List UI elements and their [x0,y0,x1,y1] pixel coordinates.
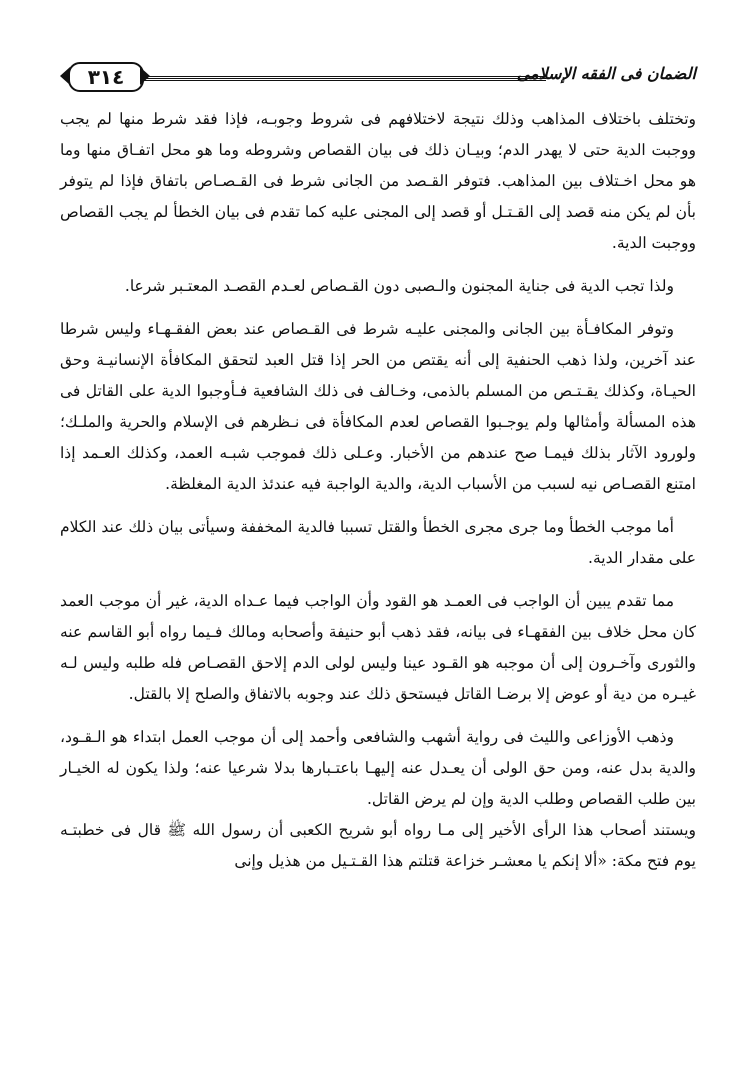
paragraph-6: وذهب الأوزاعى والليث فى رواية أشهب والشافعى وأحمد إلى أن موجب العمل ابتداء هو الـقـود، والدية بدل عنه، ومن حق الولى أن يعـدل عنه إليهـا باعتـبارها بدلا شرعيا عنه؛ ولذا يكون له الخيـار بين طلب القصاص وطلب الدية وإن لم يرض القاتل. [60,728,696,808]
paragraph-3: وتوفر المكافـأة بين الجانى والمجنى عليـه شرط فى القـصاص عند بعض الفقـهـاء وليس شرطا عند آخرين، ولذا ذهب الحنفية إلى أنه يقتص من الحر إذا قتل العبد لتحقق المكافأة الإنسانيـة وحق الحيـاة، وكذلك يقـتـص من المسلم بالذمى، وخـالف فى ذلك الشافعية فـأوجبوا الدية على القاتل فى هذه المسألة وأمثالها ولم يوجـبوا القصاص لعدم المكافأة فى نـظرهم فى الإسلام والحرية والملـك؛ ولورود الآثار بذلك فيمـا صح عندهم من الأخبار. وعـلى ذلك فموجب شبـه العمد، وكذلك العـمد إذا امتنع القصـاص نيه لسبب من الأسباب الدية، والدية الواجبة فيه عندئذ الدية المغلظة. [60,320,696,493]
page-number: ٣١٤ [68,62,144,92]
header-rule [144,76,546,81]
body-text [60,104,696,877]
paragraph-4: أما موجب الخطأ وما جرى مجرى الخطأ والقتل تسببا فالدية المخففة وسيأتى بيان ذلك عند الكلام على مقدار الدية. [60,518,696,567]
paragraph-1: وتختلف باختلاف المذاهب وذلك نتيجة لاختلافهم فى شروط وجوبـه، فإذا فقد شرط منها لم يجب ووجبت الدية حتى لا يهدر الدم؛ وبيـان ذلك فى بيان القصاص وشروطه وما هو محل اتفـاق منها وما هو محل اخـتلاف بين المذاهب. فتوفر القـصد من الجانى شرط فى القـصـاص باتفاق فإذا لم يتوفر بأن لم يكن منه قصد إلى القـتـل أو قصد إلى المجنى عليه كما تقدم فى بيان الخطأ لم يجب القصاص ووجبت الدية. [60,110,696,252]
paragraph-2: ولذا تجب الدية فى جناية المجنون والـصبى دون القـصاص لعـدم القصـد المعتـبر شرعا. [124,277,674,295]
running-title: الضمان فى الفقه الإسلامى [516,64,696,83]
paragraph-7: ويستند أصحاب هذا الرأى الأخير إلى مـا رواه أبو شريح الكعبى أن رسول الله ﷺ قال فى خطبتـه يوم فتح مكة: «ألا إنكم يا معشـر خزاعة قتلتم هذا القـتـيل من هذيل وإنى [60,821,696,870]
paragraph-5: مما تقدم يبين أن الواجب فى العمـد هو القود وأن الواجب فيما عـداه الدية، غير أن موجب العمد كان محل خلاف بين الفقهـاء فى بيانه، فقد ذهب أبو حنيفة وأصحابه ومالك فـيما رواه أبو القاسم عنه والثورى وآخـرون إلى أن موجبه هو القـود عينا وليس لولى الدم إلاحق القصـاص فله طلبه وليس لـه غيـره من دية أو عوض إلا برضـا القاتل فيستحق ذلك عند وجوبه بالاتفاق والصلح إلا بالقتل. [60,592,696,703]
page-header [60,58,696,94]
